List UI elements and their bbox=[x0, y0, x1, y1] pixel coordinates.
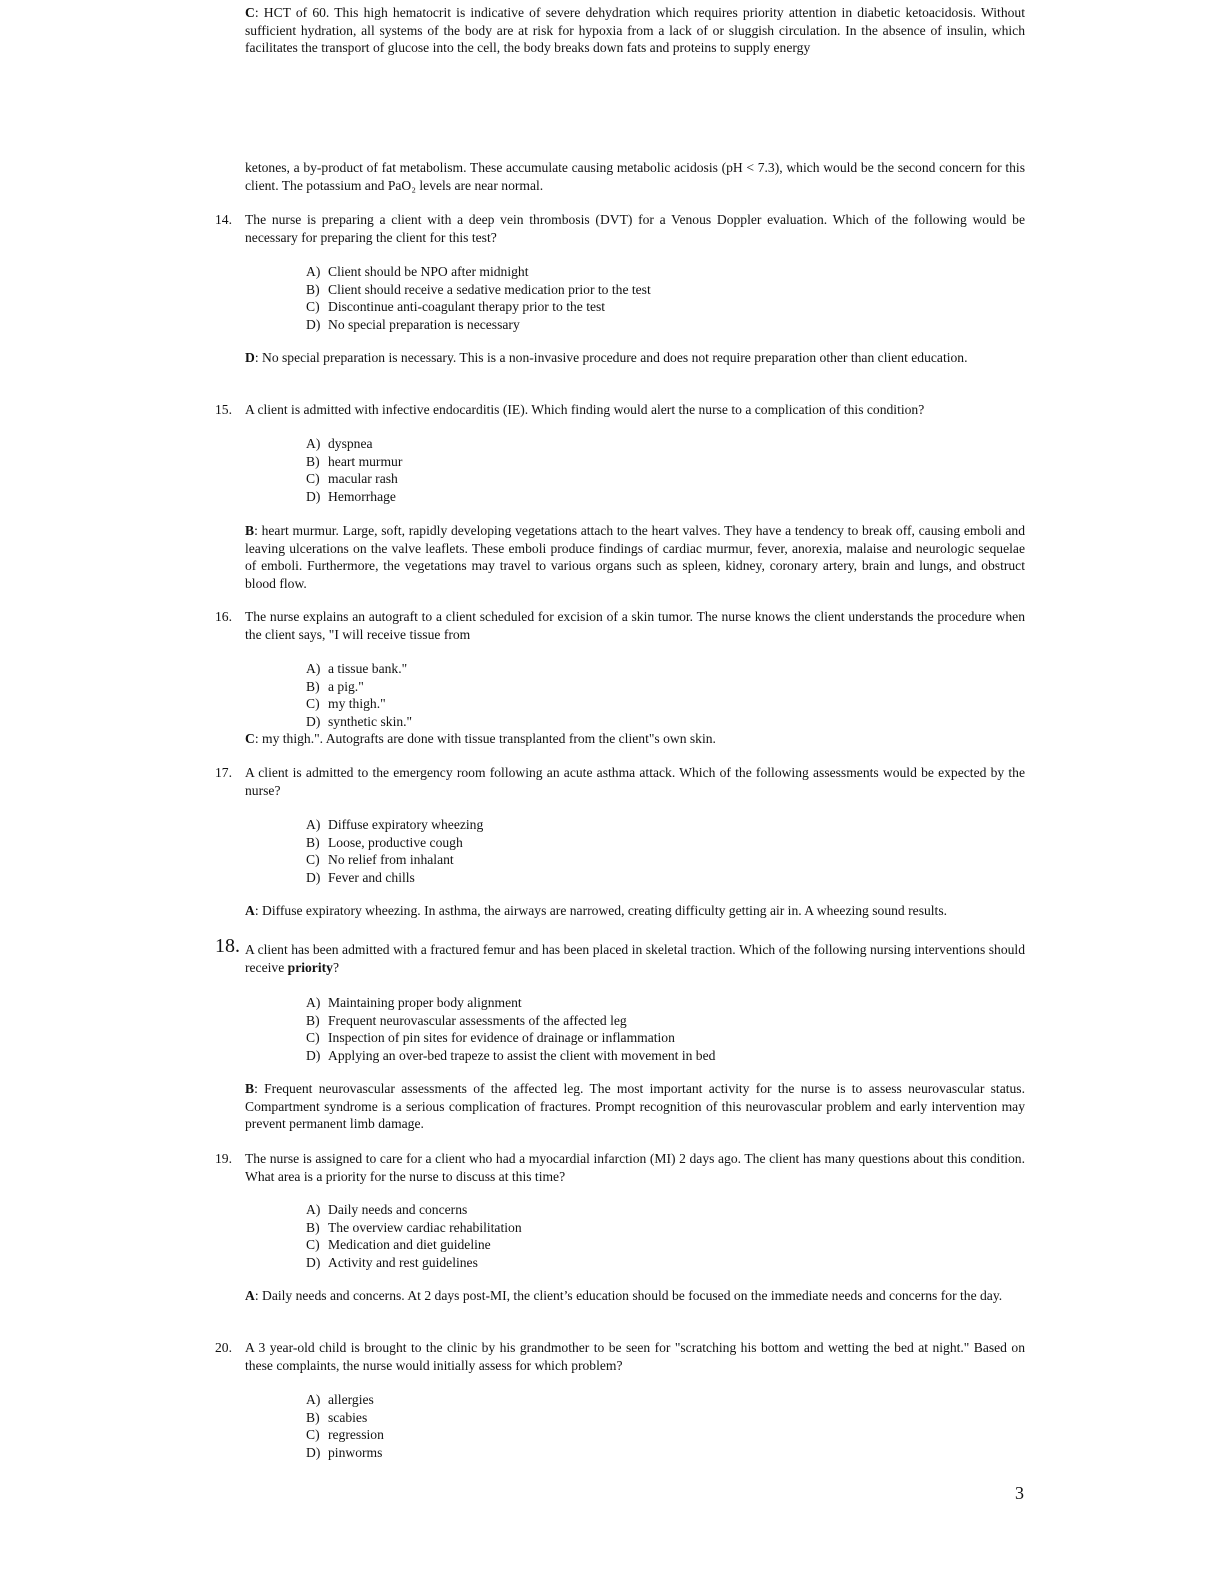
answer-explanation: B: heart murmur. Large, soft, rapidly developing vegetations attach to the heart valves. They have a tendency to break off, causing emboli and leaving ulcerations on the valve leaflets. These emboli produce findings of cardiac murmur, fever, anorexia, malaise and neurologic sequelae of emboli. Furthermore, the vegetations may travel to various organs such as spleen, kidney, coronary artery, brain and lungs, and obstruct blood flow. bbox=[245, 523, 1025, 591]
option: B) heart murmur bbox=[306, 453, 403, 469]
option: D) Hemorrhage bbox=[306, 488, 396, 504]
answer-explanation: A: Diffuse expiratory wheezing. In asthma, the airways are narrowed, creating difficulty getting air in. A wheezing sound results. bbox=[245, 903, 948, 918]
option: C) regression bbox=[306, 1427, 384, 1442]
option: A) Maintaining proper body alignment bbox=[306, 995, 522, 1010]
answer-explanation: B: Frequent neurovascular assessments of the affected leg. The most important activity for the nurse is to assess neurovascular status. Compartment syndrome is a serious complication of fractures. Prompt recognition of this neurovascular problem and early intervention may prevent permanent limb damage. bbox=[245, 1081, 1025, 1131]
option: D) Activity and rest guidelines bbox=[306, 1254, 478, 1270]
option: B) Loose, productive cough bbox=[306, 834, 463, 850]
answer-explanation: C: my thigh.". Autografts are done with tissue transplanted from the client"s own skin. bbox=[245, 731, 716, 746]
options-list bbox=[306, 816, 1006, 886]
option: B) Client should receive a sedative medication prior to the test bbox=[306, 281, 651, 297]
continuation-answer-bottom: ketones, a by-product of fat metabolism. These accumulate causing metabolic acidosis (pH < 7.3), which would be the second concern for this client. The potassium and PaO₂ levels are near normal. bbox=[245, 160, 1025, 193]
option: D) No special preparation is necessary bbox=[306, 316, 520, 332]
question-text: A 3 year-old child is brought to the clinic by his grandmother to be seen for "scratching his bottom and wetting the bed at night." Based on these complaints, the nurse would initially assess for which problem? bbox=[245, 1340, 1025, 1373]
option: B) a pig." bbox=[306, 678, 364, 694]
question-text: A client has been admitted with a fractured femur and has been placed in skeletal traction. Which of the following nursing interventions should receive priority? bbox=[245, 942, 1025, 975]
question-number: 18. bbox=[215, 935, 240, 957]
page-number: 3 bbox=[1015, 1483, 1024, 1503]
question-number: 14. bbox=[215, 212, 232, 227]
option: A) Diffuse expiratory wheezing bbox=[306, 817, 484, 832]
question-number: 19. bbox=[215, 1151, 232, 1166]
answer-key: D bbox=[245, 350, 255, 365]
options-list bbox=[306, 1201, 1006, 1271]
answer-key: C bbox=[245, 5, 255, 20]
option: D) pinworms bbox=[306, 1444, 383, 1460]
options-list bbox=[306, 994, 1006, 1064]
answer-key: B bbox=[245, 523, 255, 538]
answer-explanation: A: Daily needs and concerns. At 2 days post-MI, the client’s education should be focused on the immediate needs and concerns for the day. bbox=[245, 1288, 1003, 1303]
question-text: The nurse explains an autograft to a client scheduled for excision of a skin tumor. The nurse knows the client understands the procedure when the client says, "I will receive tissue from bbox=[245, 609, 1025, 642]
continuation-answer-top bbox=[245, 4, 1025, 57]
question-text: A client is admitted to the emergency room following an acute asthma attack. Which of the following assessments would be expected by the nurse? bbox=[245, 765, 1025, 798]
option: C) my thigh." bbox=[306, 696, 386, 711]
question-number: 20. bbox=[215, 1340, 232, 1355]
option: B) Frequent neurovascular assessments of the affected leg bbox=[306, 1012, 627, 1028]
answer-explanation: D: No special preparation is necessary. This is a non-invasive procedure and does not require preparation other than client education. bbox=[245, 350, 968, 365]
answer-key: B bbox=[245, 1081, 255, 1096]
option: B) scabies bbox=[306, 1409, 368, 1425]
answer-key: A bbox=[245, 1288, 255, 1303]
question-number: 15. bbox=[215, 402, 232, 417]
option: A) a tissue bank." bbox=[306, 661, 408, 676]
option: C) Medication and diet guideline bbox=[306, 1237, 491, 1252]
option: D) synthetic skin." bbox=[306, 713, 413, 729]
option: D) Applying an over-bed trapeze to assist the client with movement in bed bbox=[306, 1047, 716, 1063]
options-list bbox=[306, 435, 1006, 505]
question-number: 17. bbox=[215, 765, 232, 780]
options-list bbox=[306, 1391, 1006, 1461]
option: A) allergies bbox=[306, 1392, 374, 1407]
option: A) dyspnea bbox=[306, 436, 373, 451]
answer-text: : HCT of 60. This high hematocrit is indicative of severe dehydration which requires priority attention in diabetic ketoacidosis. Without sufficient hydration, all systems of the body are at risk for hypoxia from a lack of or sluggish circulation. In the absence of insulin, which facilitates the transport of glucose into the cell, the body breaks down fats and proteins to supply energy bbox=[245, 5, 1025, 55]
answer-key: C bbox=[245, 731, 255, 746]
option: C) No relief from inhalant bbox=[306, 852, 454, 867]
answer-key: A bbox=[245, 903, 255, 918]
options-list bbox=[306, 263, 1006, 333]
question-text: The nurse is assigned to care for a client who had a myocardial infarction (MI) 2 days ago. The client has many questions about this condition. What area is a priority for the nurse to discuss at this time? bbox=[245, 1151, 1025, 1184]
question-number: 16. bbox=[215, 609, 232, 624]
option: C) Inspection of pin sites for evidence of drainage or inflammation bbox=[306, 1030, 675, 1045]
question-text: The nurse is preparing a client with a deep vein thrombosis (DVT) for a Venous Doppler evaluation. Which of the following would be necessary for preparing the client for this test? bbox=[245, 212, 1025, 245]
option: B) The overview cardiac rehabilitation bbox=[306, 1219, 522, 1235]
option: C) Discontinue anti-coagulant therapy prior to the test bbox=[306, 299, 606, 314]
option: A) Client should be NPO after midnight bbox=[306, 264, 529, 279]
option: A) Daily needs and concerns bbox=[306, 1202, 468, 1217]
options-list bbox=[306, 660, 1006, 730]
option: D) Fever and chills bbox=[306, 869, 415, 885]
option: C) macular rash bbox=[306, 471, 398, 486]
question-text: A client is admitted with infective endocarditis (IE). Which finding would alert the nurse to a complication of this condition? bbox=[245, 402, 925, 417]
